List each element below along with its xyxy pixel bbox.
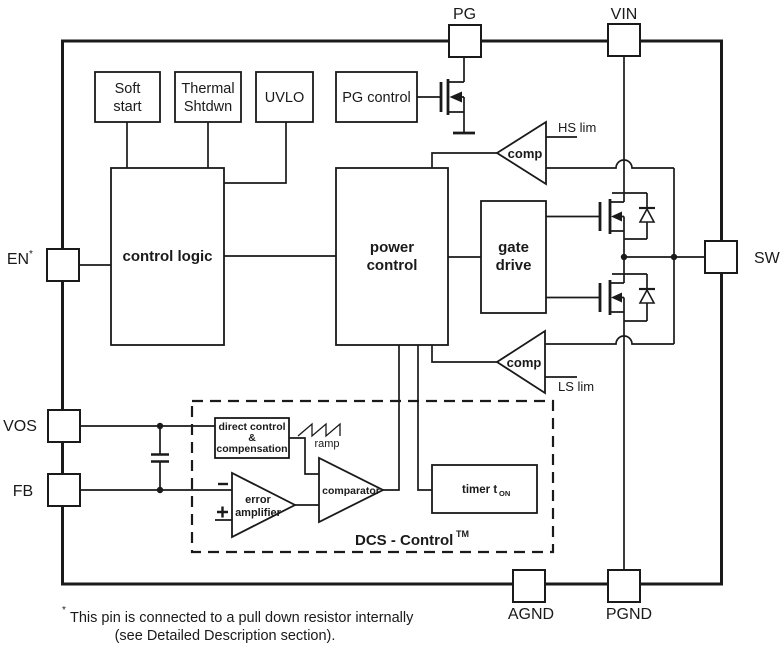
vin-pin-label: VIN [610,6,638,23]
pg-fet-arrow [450,92,463,103]
error-amplifier [217,473,295,537]
agnd-pin-pad [513,570,545,602]
block-soft-start [95,72,160,122]
plus-sign [217,507,228,518]
block-power-control [336,168,448,345]
sw-pin-pad [705,241,737,273]
wire-uvlo-controllogic [224,122,286,183]
block-control-logic [111,168,224,345]
error-amp-label-line1: error [245,494,271,506]
block-timer-ton [432,465,537,513]
comparator-label: comparator [322,485,380,497]
pin-fb [13,474,80,506]
pin-pg [449,6,481,57]
agnd-pin-label: AGND [507,606,555,623]
ls-mosfet-icon [546,257,655,321]
timer-label-subscript: ON [499,489,511,498]
pin-agnd [508,570,554,623]
pg-mosfet-icon [417,79,475,133]
control-logic-label: control logic [122,248,213,265]
capacitor-icon [151,455,169,462]
gate-drive-label-line1: gate [498,239,529,256]
wire-ls-sense-hop [545,336,674,344]
ls-body-diode-icon [640,290,654,303]
junction-dot [157,487,163,493]
hs-lim-label: HS lim [558,120,597,135]
dcs-comparator [319,458,383,522]
thermal-label-line2: Shtdwn [183,99,233,115]
block-gate-drive [481,201,546,313]
ramp-label: ramp [314,438,340,450]
sw-pin-label: SW [754,250,780,267]
en-pin-pad [47,249,79,281]
en-pin-label: EN [6,251,30,268]
hs-current-limit-comparator [497,120,596,184]
hs-body-diode-icon [640,209,654,222]
wire-lscomp-powercontrol [432,345,497,362]
footnote-line1: This pin is connected to a pull down resistor internally [70,610,414,626]
vos-pin-pad [48,410,80,442]
wire-hs-sense-hop [546,160,674,168]
block-pg-control [336,72,417,122]
timer-label-main: timer t [462,484,498,496]
pgnd-pin-pad [608,570,640,602]
block-direct-control [215,418,289,458]
sawtooth-icon [298,424,340,436]
pin-pgnd [606,570,652,623]
soft-start-label-line2: start [113,99,142,115]
vos-pin-label: VOS [3,418,37,435]
pg-pin-pad [449,25,481,57]
dcs-title-tm-superscript: TM [456,529,469,539]
hs-fet-arrow [611,212,622,222]
soft-start-label-line1: Soft [114,81,141,97]
pg-pin-label: PG [452,6,477,23]
footnote-asterisk: * [62,605,66,616]
pin-vos [3,410,80,442]
pg-control-label: PG control [342,90,411,106]
hs-mosfet-icon [546,193,655,257]
pg-fet-terminals [448,82,464,132]
footnote [62,605,414,644]
wire-powercontrol-timer [418,345,432,490]
vin-pin-pad [608,24,640,56]
hs-fet-terminals [610,193,647,257]
ls-current-limit-comparator [497,331,594,394]
dcs-control-title [355,529,469,549]
dcs-title-main: DCS - Control [355,532,454,549]
en-pin-asterisk: * [29,249,33,260]
ls-comp-label: comp [506,355,542,370]
hs-comp-label: comp [507,146,543,161]
fb-pin-label: FB [12,483,34,500]
ls-lim-label: LS lim [558,379,595,394]
pin-sw [705,241,780,273]
wire-hscomp-powercontrol [432,153,497,168]
block-uvlo [256,72,313,122]
uvlo-label: UVLO [264,90,305,106]
junction-dot [671,254,677,260]
gate-drive-label-line2: drive [495,257,532,274]
wire-comparator-powercontrol [383,345,399,490]
direct-control-label-line2: & [248,432,256,444]
power-control-label-line1: power [369,239,415,256]
block-thermal-shutdown [175,72,241,122]
pin-en [7,249,79,281]
ls-fet-arrow [611,293,622,303]
fb-pin-pad [48,474,80,506]
footnote-line2: (see Detailed Description section). [114,628,336,644]
direct-control-label-line3: compensation [216,443,288,455]
junction-dot [157,423,163,429]
direct-control-label-line1: direct control [218,421,286,433]
pin-vin [608,6,640,56]
pgnd-pin-label: PGND [605,606,653,623]
error-amp-label-line2: amplifier [235,507,281,519]
power-control-label-line2: control [366,257,418,274]
thermal-label-line1: Thermal [181,81,235,97]
